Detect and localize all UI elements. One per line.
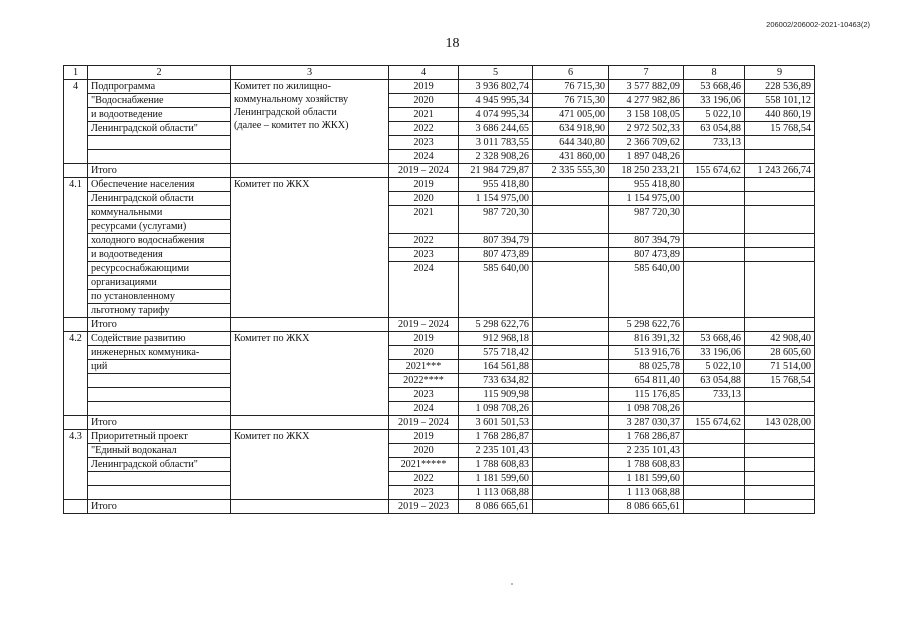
table-row — [64, 192, 815, 206]
local-budgets: 53 668,46 — [684, 80, 745, 94]
other-sources — [745, 248, 815, 262]
total-amount: 3 011 783,55 — [459, 136, 533, 150]
total-label: Итого — [88, 500, 231, 514]
table-row — [64, 94, 815, 108]
table-row — [64, 402, 815, 416]
other-sources — [745, 178, 815, 192]
executor-line: Комитет по ЖКХ — [234, 179, 310, 190]
table-row — [64, 318, 815, 332]
measure-name: ресурсоснабжающими — [88, 262, 231, 276]
measure-name: "Водоснабжение — [88, 94, 231, 108]
regional-budget: 807 473,89 — [609, 248, 684, 262]
year: 2020 — [389, 346, 459, 360]
local-budgets: 733,13 — [684, 136, 745, 150]
other-sources: 143 028,00 — [745, 416, 815, 430]
other-sources: 42 908,40 — [745, 332, 815, 346]
year: 2020 — [389, 444, 459, 458]
total-amount: 807 473,89 — [459, 248, 533, 262]
regional-budget: 816 391,32 — [609, 332, 684, 346]
other-sources: 228 536,89 — [745, 80, 815, 94]
other-sources — [745, 150, 815, 164]
regional-budget: 2 972 502,33 — [609, 122, 684, 136]
year: 2022**** — [389, 374, 459, 388]
year: 2024 — [389, 402, 459, 416]
table-row — [64, 388, 815, 402]
local-budgets: 155 674,62 — [684, 416, 745, 430]
year: 2021***** — [389, 458, 459, 472]
measure-name: и водоотведения — [88, 248, 231, 262]
table-row — [64, 332, 815, 346]
column-number-6: 6 — [533, 66, 609, 80]
table-row — [64, 262, 815, 276]
total-amount: 2 328 908,26 — [459, 150, 533, 164]
total-amount: 3 601 501,53 — [459, 416, 533, 430]
regional-budget: 585 640,00 — [609, 262, 684, 318]
measure-name: Обеспечение населения — [88, 178, 231, 192]
federal-budget: 76 715,30 — [533, 80, 609, 94]
federal-budget: 431 860,00 — [533, 150, 609, 164]
row-number-text: 4.1 — [69, 179, 82, 190]
local-budgets: 63 054,88 — [684, 122, 745, 136]
regional-budget: 2 366 709,62 — [609, 136, 684, 150]
other-sources — [745, 192, 815, 206]
regional-budget: 987 720,30 — [609, 206, 684, 234]
executor — [231, 164, 389, 178]
federal-budget — [533, 430, 609, 444]
document-id: 206002/206002-2021-10463(2) — [766, 20, 870, 29]
local-budgets — [684, 318, 745, 332]
regional-budget: 115 176,85 — [609, 388, 684, 402]
federal-budget — [533, 458, 609, 472]
executor — [231, 416, 389, 430]
total-amount: 3 936 802,74 — [459, 80, 533, 94]
year: 2021 — [389, 206, 459, 234]
local-budgets: 53 668,46 — [684, 332, 745, 346]
row-number — [64, 332, 88, 416]
measure-name: ресурсами (услугами) — [88, 220, 231, 234]
total-amount: 955 418,80 — [459, 178, 533, 192]
executor-line: Ленинградской области — [234, 107, 337, 118]
measure-name — [88, 150, 231, 164]
regional-budget: 1 768 286,87 — [609, 430, 684, 444]
row-number-text: 4.2 — [69, 333, 82, 344]
column-number-8: 8 — [684, 66, 745, 80]
measure-name — [88, 486, 231, 500]
measure-name — [88, 472, 231, 486]
local-budgets: 33 196,06 — [684, 346, 745, 360]
table-row — [64, 136, 815, 150]
regional-budget: 955 418,80 — [609, 178, 684, 192]
other-sources — [745, 500, 815, 514]
measure-name: коммунальными — [88, 206, 231, 220]
year: 2019 — [389, 178, 459, 192]
total-amount: 733 634,82 — [459, 374, 533, 388]
other-sources: 28 605,60 — [745, 346, 815, 360]
column-number-5: 5 — [459, 66, 533, 80]
table-row — [64, 444, 815, 458]
federal-budget — [533, 444, 609, 458]
federal-budget — [533, 178, 609, 192]
table-row — [64, 122, 815, 136]
other-sources: 71 514,00 — [745, 360, 815, 374]
regional-budget: 5 298 622,76 — [609, 318, 684, 332]
column-number-3: 3 — [231, 66, 389, 80]
total-amount: 4 945 995,34 — [459, 94, 533, 108]
column-number-2: 2 — [88, 66, 231, 80]
table-row — [64, 458, 815, 472]
total-amount: 1 788 608,83 — [459, 458, 533, 472]
local-budgets — [684, 402, 745, 416]
local-budgets: 63 054,88 — [684, 374, 745, 388]
year: 2020 — [389, 192, 459, 206]
total-amount: 164 561,88 — [459, 360, 533, 374]
row-number-text: 4 — [72, 81, 79, 92]
column-number-1: 1 — [64, 66, 88, 80]
measure-name — [88, 136, 231, 150]
year: 2019 – 2024 — [389, 416, 459, 430]
table-row — [64, 430, 815, 444]
federal-budget — [533, 416, 609, 430]
executor — [231, 80, 389, 164]
measure-name: Подпрограмма — [88, 80, 231, 94]
row-number — [64, 178, 88, 318]
federal-budget: 76 715,30 — [533, 94, 609, 108]
other-sources — [745, 458, 815, 472]
column-number-7: 7 — [609, 66, 684, 80]
total-amount: 2 235 101,43 — [459, 444, 533, 458]
row-number — [64, 80, 88, 164]
year: 2023 — [389, 248, 459, 262]
measure-name: инженерных коммуника- — [88, 346, 231, 360]
year: 2023 — [389, 388, 459, 402]
regional-budget: 1 897 048,26 — [609, 150, 684, 164]
year: 2021*** — [389, 360, 459, 374]
federal-budget — [533, 234, 609, 248]
executor-line: Комитет по ЖКХ — [234, 431, 310, 442]
table-row — [64, 178, 815, 192]
regional-budget: 2 235 101,43 — [609, 444, 684, 458]
row-number — [64, 416, 88, 430]
regional-budget: 1 113 068,88 — [609, 486, 684, 500]
executor — [231, 318, 389, 332]
federal-budget — [533, 318, 609, 332]
executor — [231, 500, 389, 514]
federal-budget — [533, 486, 609, 500]
total-label: Итого — [88, 164, 231, 178]
local-budgets — [684, 444, 745, 458]
year: 2022 — [389, 472, 459, 486]
local-budgets: 33 196,06 — [684, 94, 745, 108]
year: 2022 — [389, 234, 459, 248]
regional-budget: 3 158 108,05 — [609, 108, 684, 122]
row-number — [64, 164, 88, 178]
federal-budget: 471 005,00 — [533, 108, 609, 122]
federal-budget — [533, 374, 609, 388]
year: 2019 – 2024 — [389, 318, 459, 332]
other-sources: 1 243 266,74 — [745, 164, 815, 178]
federal-budget — [533, 248, 609, 262]
page-number: 18 — [445, 36, 460, 51]
measure-name: организациями — [88, 276, 231, 290]
total-amount: 1 181 599,60 — [459, 472, 533, 486]
total-amount: 585 640,00 — [459, 262, 533, 318]
measure-name: льготному тарифу — [88, 304, 231, 318]
year: 2020 — [389, 94, 459, 108]
federal-budget: 2 335 555,30 — [533, 164, 609, 178]
column-number-row — [64, 66, 815, 80]
measure-name — [88, 374, 231, 388]
regional-budget: 3 577 882,09 — [609, 80, 684, 94]
regional-budget: 3 287 030,37 — [609, 416, 684, 430]
year: 2023 — [389, 136, 459, 150]
table-row — [64, 486, 815, 500]
federal-budget: 644 340,80 — [533, 136, 609, 150]
local-budgets — [684, 192, 745, 206]
executor — [231, 430, 389, 500]
local-budgets — [684, 472, 745, 486]
total-amount: 1 098 708,26 — [459, 402, 533, 416]
program-funding-table — [63, 65, 815, 514]
federal-budget — [533, 388, 609, 402]
table-row — [64, 234, 815, 248]
other-sources — [745, 206, 815, 234]
regional-budget: 4 277 982,86 — [609, 94, 684, 108]
federal-budget — [533, 500, 609, 514]
total-label: Итого — [88, 416, 231, 430]
table-row — [64, 500, 815, 514]
regional-budget: 8 086 665,61 — [609, 500, 684, 514]
row-number — [64, 430, 88, 500]
other-sources — [745, 318, 815, 332]
local-budgets — [684, 178, 745, 192]
regional-budget: 654 811,40 — [609, 374, 684, 388]
table-row — [64, 206, 815, 220]
total-amount: 912 968,18 — [459, 332, 533, 346]
other-sources — [745, 444, 815, 458]
local-budgets — [684, 206, 745, 234]
year: 2019 — [389, 332, 459, 346]
measure-name: "Единый водоканал — [88, 444, 231, 458]
table-row — [64, 374, 815, 388]
table-row — [64, 360, 815, 374]
total-amount: 1 768 286,87 — [459, 430, 533, 444]
regional-budget: 513 916,76 — [609, 346, 684, 360]
year: 2019 — [389, 430, 459, 444]
year: 2024 — [389, 262, 459, 318]
total-label: Итого — [88, 318, 231, 332]
table-row — [64, 346, 815, 360]
column-number-9: 9 — [745, 66, 815, 80]
federal-budget — [533, 332, 609, 346]
executor-line: Комитет по ЖКХ — [234, 333, 310, 344]
other-sources: 15 768,54 — [745, 374, 815, 388]
regional-budget: 807 394,79 — [609, 234, 684, 248]
measure-name: Ленинградской области" — [88, 458, 231, 472]
year: 2021 — [389, 108, 459, 122]
year: 2024 — [389, 150, 459, 164]
executor — [231, 178, 389, 318]
row-number-text: 4.3 — [69, 431, 82, 442]
regional-budget: 1 154 975,00 — [609, 192, 684, 206]
federal-budget — [533, 402, 609, 416]
regional-budget: 1 098 708,26 — [609, 402, 684, 416]
other-sources — [745, 472, 815, 486]
other-sources — [745, 402, 815, 416]
executor-line: коммунальному хозяйству — [234, 94, 349, 105]
local-budgets — [684, 234, 745, 248]
executor — [231, 332, 389, 416]
local-budgets — [684, 150, 745, 164]
total-amount: 115 909,98 — [459, 388, 533, 402]
total-amount: 807 394,79 — [459, 234, 533, 248]
total-amount: 8 086 665,61 — [459, 500, 533, 514]
year: 2022 — [389, 122, 459, 136]
local-budgets: 5 022,10 — [684, 108, 745, 122]
federal-budget — [533, 472, 609, 486]
local-budgets — [684, 486, 745, 500]
row-number — [64, 500, 88, 514]
other-sources: 440 860,19 — [745, 108, 815, 122]
local-budgets — [684, 430, 745, 444]
other-sources — [745, 136, 815, 150]
other-sources — [745, 430, 815, 444]
measure-name — [88, 388, 231, 402]
other-sources — [745, 388, 815, 402]
table-row — [64, 80, 815, 94]
local-budgets: 155 674,62 — [684, 164, 745, 178]
local-budgets — [684, 458, 745, 472]
total-amount: 4 074 995,34 — [459, 108, 533, 122]
table-row — [64, 248, 815, 262]
federal-budget — [533, 192, 609, 206]
other-sources — [745, 234, 815, 248]
measure-name: Содействие развитию — [88, 332, 231, 346]
year: 2019 – 2023 — [389, 500, 459, 514]
total-amount: 21 984 729,87 — [459, 164, 533, 178]
measure-name — [88, 402, 231, 416]
total-amount: 575 718,42 — [459, 346, 533, 360]
federal-budget — [533, 262, 609, 318]
local-budgets: 5 022,10 — [684, 360, 745, 374]
table-row — [64, 108, 815, 122]
row-number — [64, 318, 88, 332]
table-row — [64, 164, 815, 178]
other-sources: 15 768,54 — [745, 122, 815, 136]
measure-name: и водоотведение — [88, 108, 231, 122]
column-number-4: 4 — [389, 66, 459, 80]
federal-budget: 634 918,90 — [533, 122, 609, 136]
table-row — [64, 150, 815, 164]
total-amount: 1 113 068,88 — [459, 486, 533, 500]
federal-budget — [533, 346, 609, 360]
local-budgets — [684, 262, 745, 318]
measure-name: ций — [88, 360, 231, 374]
total-amount: 5 298 622,76 — [459, 318, 533, 332]
federal-budget — [533, 206, 609, 234]
local-budgets — [684, 248, 745, 262]
local-budgets: 733,13 — [684, 388, 745, 402]
executor-line: (далее – комитет по ЖКХ) — [234, 120, 349, 131]
measure-name: холодного водоснабжения — [88, 234, 231, 248]
table-row — [64, 416, 815, 430]
measure-name: Приоритетный проект — [88, 430, 231, 444]
table-row — [64, 472, 815, 486]
regional-budget: 1 181 599,60 — [609, 472, 684, 486]
other-sources — [745, 262, 815, 318]
year: 2019 – 2024 — [389, 164, 459, 178]
local-budgets — [684, 500, 745, 514]
measure-name: по установленному — [88, 290, 231, 304]
other-sources — [745, 486, 815, 500]
total-amount: 1 154 975,00 — [459, 192, 533, 206]
other-sources: 558 101,12 — [745, 94, 815, 108]
year: 2019 — [389, 80, 459, 94]
federal-budget — [533, 360, 609, 374]
executor-line: Комитет по жилищно- — [234, 81, 331, 92]
year: 2023 — [389, 486, 459, 500]
total-amount: 3 686 244,65 — [459, 122, 533, 136]
measure-name: Ленинградской области — [88, 192, 231, 206]
scan-speck — [511, 583, 513, 585]
regional-budget: 18 250 233,21 — [609, 164, 684, 178]
measure-name: Ленинградской области" — [88, 122, 231, 136]
regional-budget: 1 788 608,83 — [609, 458, 684, 472]
regional-budget: 88 025,78 — [609, 360, 684, 374]
total-amount: 987 720,30 — [459, 206, 533, 234]
